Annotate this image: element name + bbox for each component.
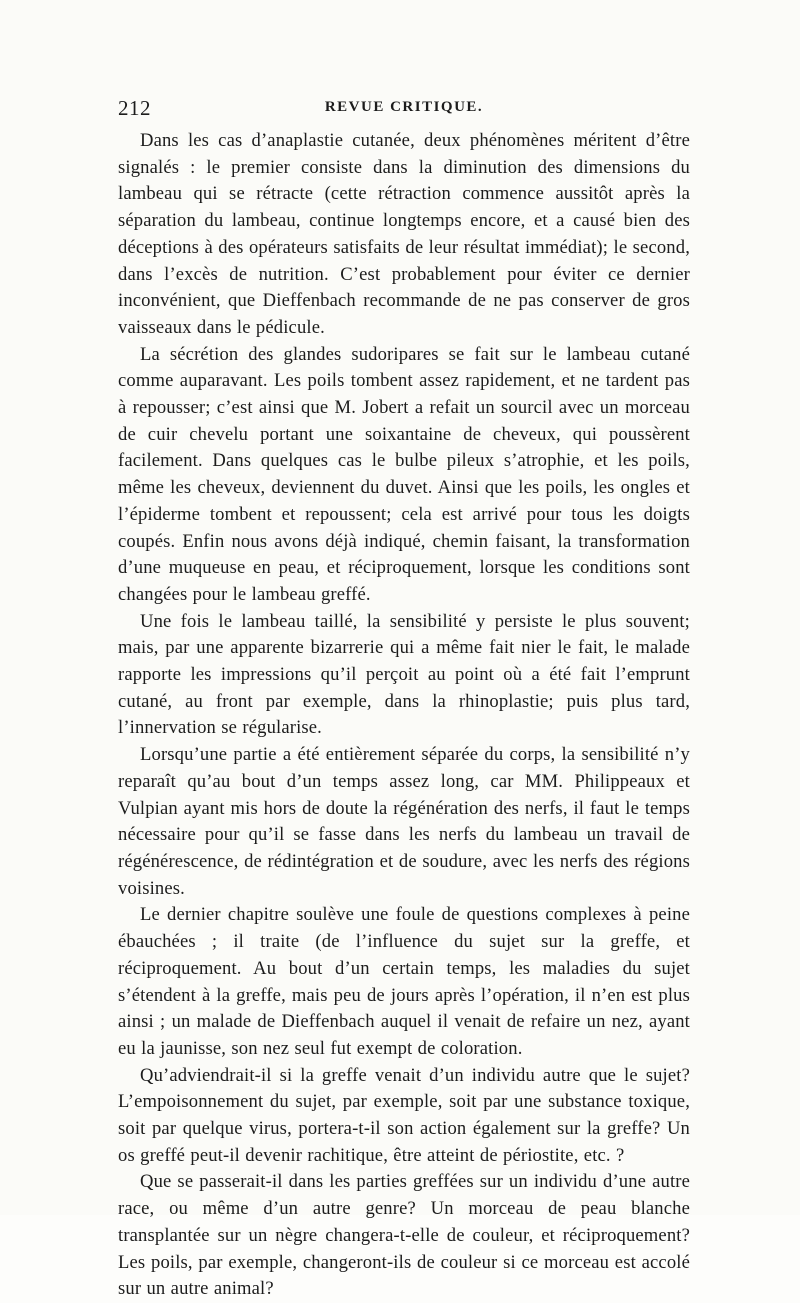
body-text (118, 128, 690, 1303)
paragraph-anaplastie: Dans les cas d’anaplastie cutanée, deux phénomènes méritent d’être signalés : le premier consiste dans la diminution des dimensions du lambeau qui se rétracte (cette rétraction commence aussitôt après la séparation du lambeau, continue longtemps encore, et a causé bien des déceptions à des opérateurs satisfaits de leur résultat immédiat); le second, dans l’excès de nutrition. C’est probablement pour éviter ce dernier inconvénient, que Dieffenbach recommande de ne pas conserver de gros vaisseaux dans le pédicule. (118, 130, 690, 338)
journal-title: REVUE CRITIQUE. (324, 99, 484, 115)
paragraph-regeneration-nerfs: Lorsqu’une partie a été entièrement séparée du corps, la sensibilité n’y reparaît qu’au bout d’un temps assez long, car MM. Philippeaux et Vulpian ayant mis hors de doute la régénération des nerfs, il faut le temps nécessaire pour qu’il se fasse dans les nerfs du lambeau un travail de régénérescence, de rédintégration et de soudure, avec les nerfs des régions voisines. (118, 744, 690, 899)
paragraph-autre-race: Que se passerait-il dans les parties greffées sur un individu d’une autre race, ou même d’un autre genre? Un morceau de peau blanche transplantée sur un nègre changera-t-elle de couleur, et réciproquement? Les poils, par exemple, changeront-ils de couleur si ce morceau est accolé sur un autre animal? (118, 1171, 690, 1300)
running-head (118, 96, 690, 124)
paragraph-sensibilite: Une fois le lambeau taillé, la sensibilité y persiste le plus souvent; mais, par une apparente bizarrerie qui a même fait nier le fait, le malade rapporte les impressions qu’il perçoit au point où a été fait l’emprunt cutané, au front par exemple, dans la rhinoplastie; puis plus tard, l’innervation se régularise. (118, 610, 690, 739)
paragraph-questions-greffe: Qu’adviendrait-il si la greffe venait d’un individu autre que le sujet? L’empoisonnement du sujet, par exemple, soit par une substance toxique, soit par quelque virus, portera-t-il son action également sur la greffe? Un os greffé peut-il devenir rachitique, être atteint de périostite, etc. ? (118, 1064, 690, 1166)
page-number: 212 (118, 96, 151, 120)
paragraph-dernier-chapitre: Le dernier chapitre soulève une foule de questions complexes à peine ébauchées ; il traite (de l’influence du sujet sur la greffe, et réciproquement. Au bout d’un certain temps, les maladies du sujet s’étendent à la greffe, mais peu de jours après l’opération, il n’en est plus ainsi ; un malade de Dieffenbach auquel il venait de refaire un nez, ayant eu la jaunisse, son nez seul fut exempt de coloration. (118, 904, 690, 1059)
paragraph-secretion: La sécrétion des glandes sudoripares se fait sur le lambeau cutané comme auparavant. Les poils tombent assez rapidement, et ne tardent pas à repousser; c’est ainsi que M. Jobert a refait un sourcil avec un morceau de cuir chevelu portant une soixantaine de cheveux, qui poussèrent facilement. Dans quelques cas le bulbe pileux s’atrophie, et les poils, même les cheveux, deviennent du duvet. Ainsi que les poils, les ongles et l’épiderme tombent et repoussent; cela est arrivé pour tous les doigts coupés. Enfin nous avons déjà indiqué, chemin faisant, la transformation d’une muqueuse en peau, et réciproquement, lorsque les conditions sont changées pour le lambeau greffé. (118, 343, 690, 605)
